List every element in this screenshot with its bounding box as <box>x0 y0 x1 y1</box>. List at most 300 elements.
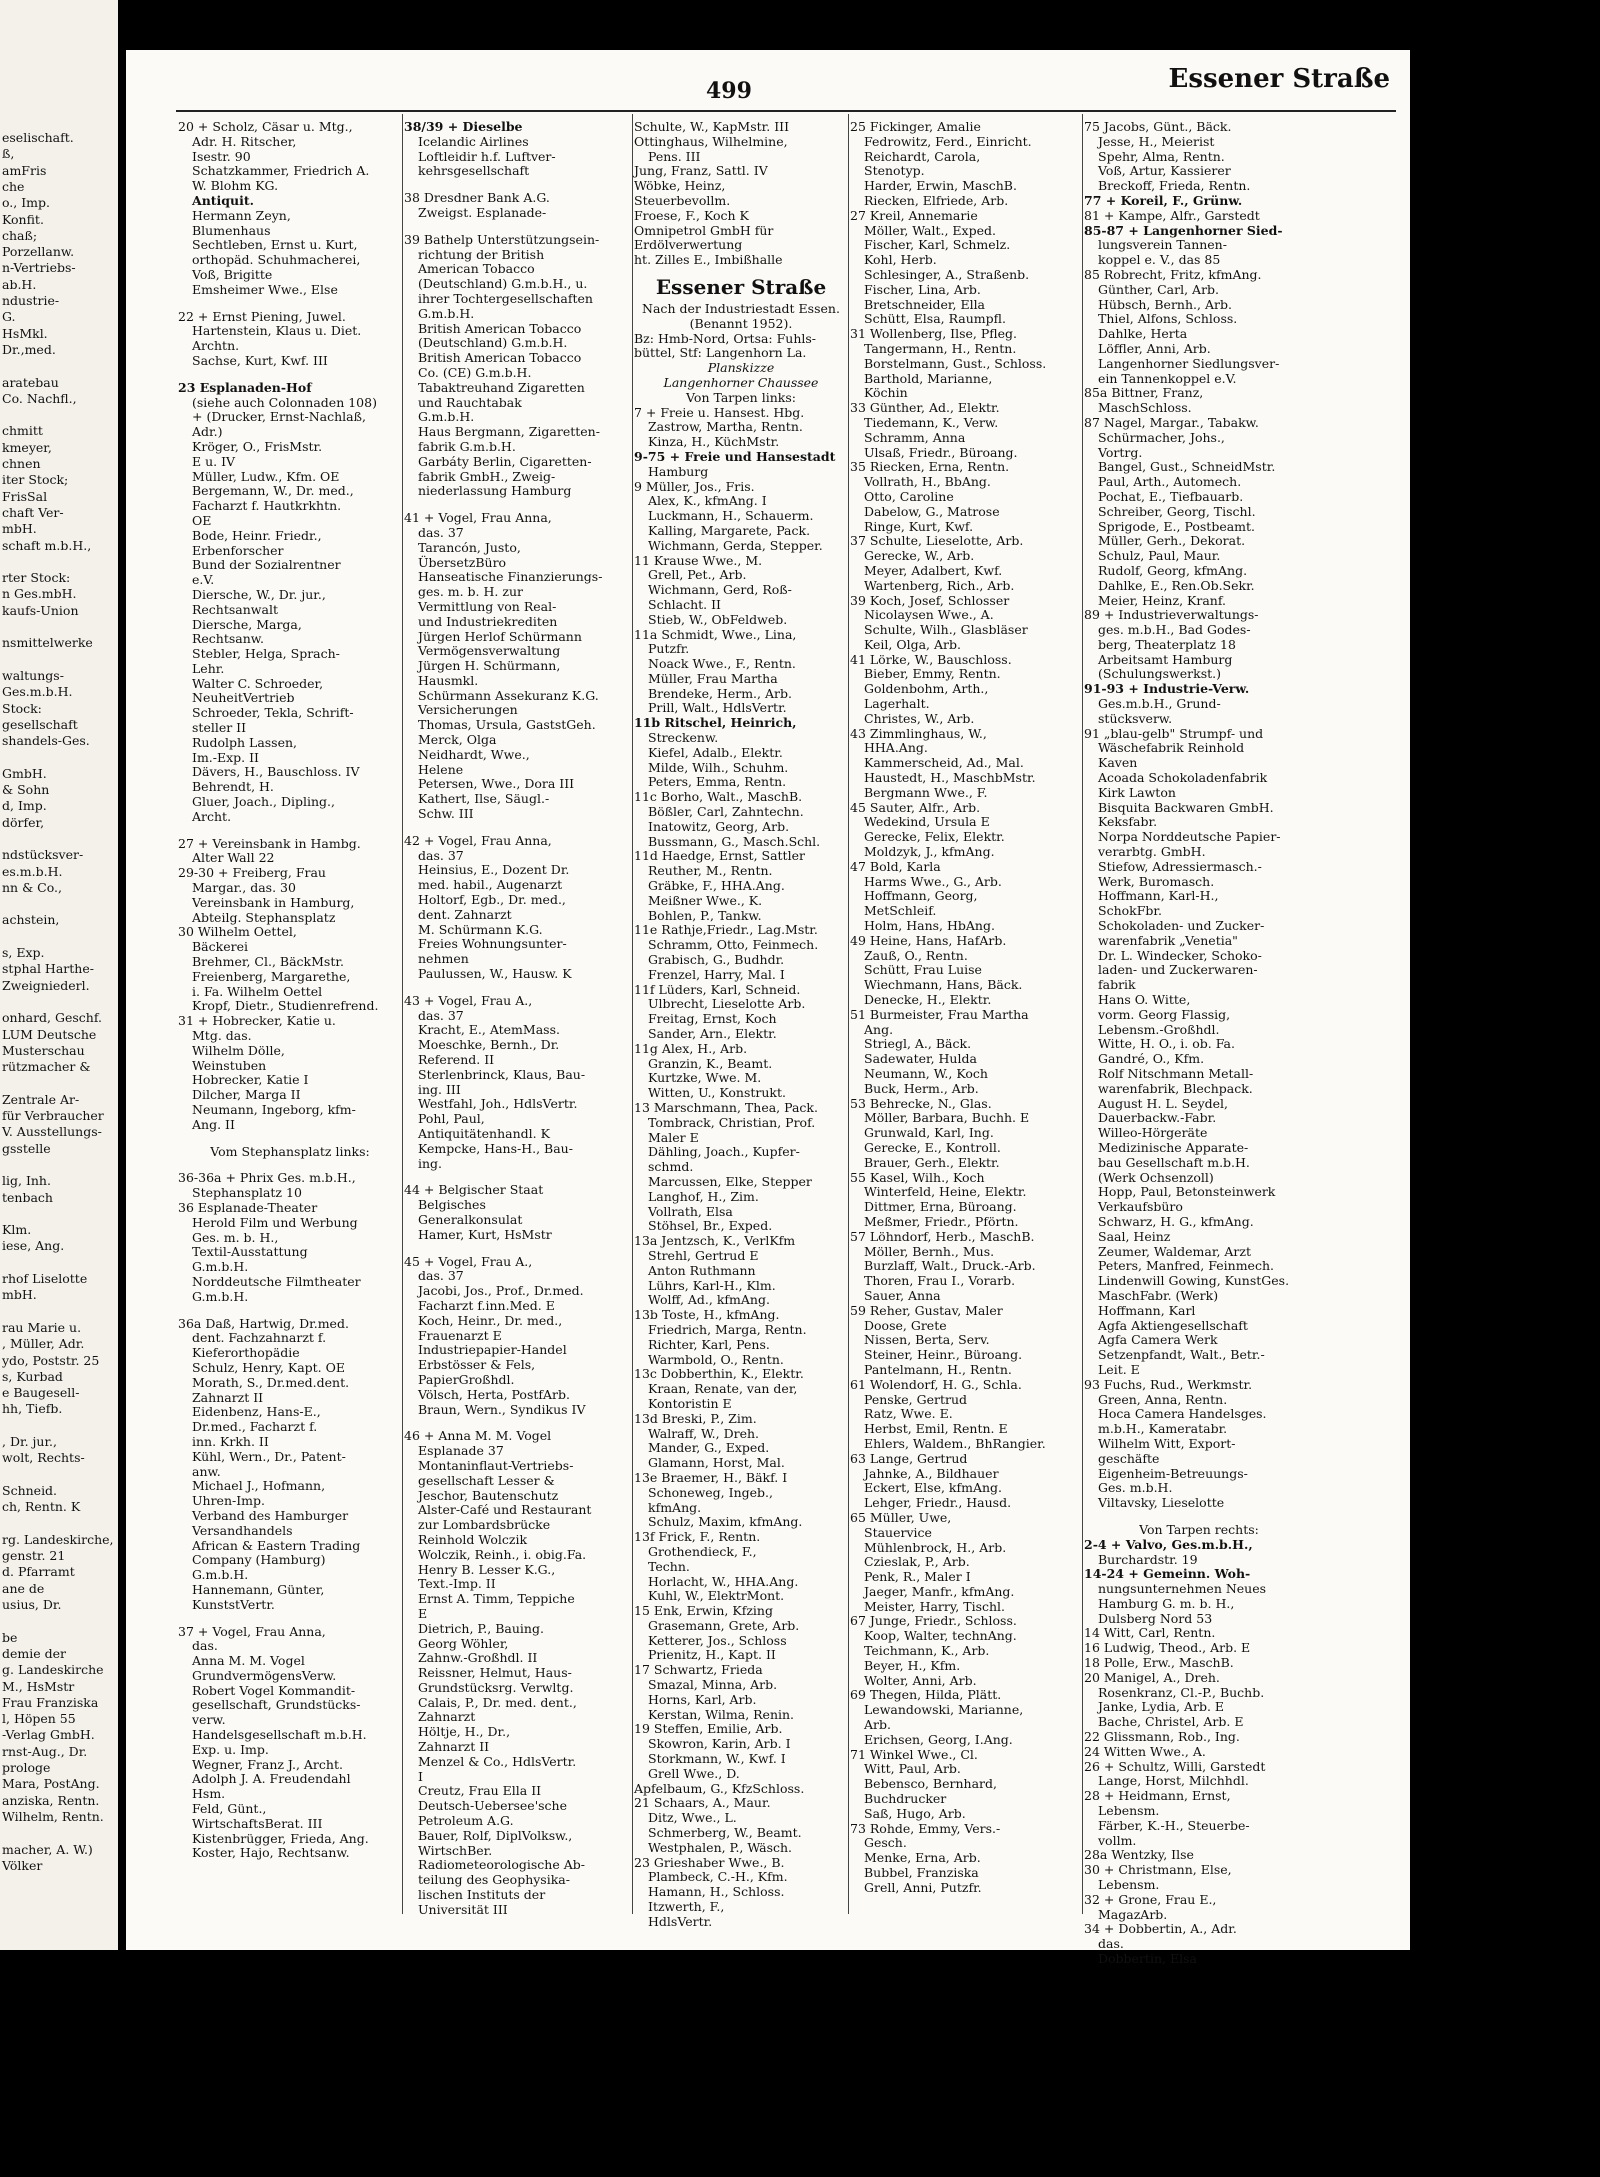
directory-entry: MetSchleif. <box>864 903 937 919</box>
directory-entry: Czieslak, P., Arb. <box>864 1554 970 1570</box>
prev-page-line: Dr.,med. <box>2 341 56 357</box>
directory-entry: Freies Wohnungsunter- <box>418 936 567 952</box>
directory-entry: Hoca Camera Handelsges. <box>1098 1406 1267 1422</box>
directory-entry: Bößler, Carl, Zahntechn. <box>648 804 804 820</box>
directory-entry: 43 Zimmlinghaus, W., <box>850 725 987 741</box>
prev-page-line: G. <box>2 309 16 325</box>
directory-entry: Schatzkammer, Friedrich A. <box>192 163 370 179</box>
directory-entry: Möller, Bernh., Mus. <box>864 1243 995 1259</box>
directory-entry: Vereinsbank in Hamburg, <box>192 894 355 910</box>
directory-entry: Esplanade 37 <box>418 1443 504 1459</box>
directory-page <box>126 50 1410 1967</box>
directory-entry: Stephansplatz 10 <box>192 1185 302 1201</box>
directory-entry: Ulbrecht, Lieselotte Arb. <box>648 996 806 1012</box>
directory-entry: Lebensm. <box>1098 1803 1160 1819</box>
directory-entry: Luckmann, H., Schauerm. <box>648 508 814 524</box>
directory-entry: 71 Winkel Wwe., Cl. <box>850 1746 978 1762</box>
directory-entry: Schramm, Anna <box>864 429 966 445</box>
directory-entry: Witte, H. O., i. ob. Fa. <box>1098 1036 1235 1052</box>
directory-entry: 39 Koch, Josef, Schlosser <box>850 592 1010 608</box>
directory-entry: 43 + Vogel, Frau A., <box>404 992 533 1008</box>
directory-entry: Harder, Erwin, MaschB. <box>864 178 1017 194</box>
prev-page-line: d. Pfarramt <box>2 1564 75 1580</box>
directory-entry: dent. Fachzahnarzt f. <box>192 1330 327 1346</box>
directory-entry: (siehe auch Colonnaden 108) <box>192 394 377 410</box>
directory-entry: Grundstücksrg. Verwltg. <box>418 1679 574 1695</box>
directory-entry: Heinsius, E., Dozent Dr. <box>418 862 570 878</box>
directory-entry: 85a Bittner, Franz, <box>1084 385 1204 401</box>
directory-entry: verarbtg. GmbH. <box>1098 844 1206 860</box>
directory-entry: ing. III <box>418 1081 461 1097</box>
directory-entry: Witt, Paul, Arb. <box>864 1761 961 1777</box>
directory-entry: Sauer, Anna <box>864 1287 941 1303</box>
directory-entry: Ottinghaus, Wilhelmine, <box>634 133 788 149</box>
directory-entry: anw. <box>192 1463 221 1479</box>
directory-entry: Versandhandels <box>192 1522 293 1538</box>
directory-entry: SchokFbr. <box>1098 903 1162 919</box>
directory-entry: Rechtsanwalt <box>192 601 278 617</box>
directory-entry: Penk, R., Maler I <box>864 1569 971 1585</box>
directory-entry: Schw. III <box>418 806 474 822</box>
directory-entry: Lehger, Friedr., Hausd. <box>864 1495 1012 1511</box>
directory-entry: Voß, Brigitte <box>192 266 273 282</box>
directory-entry: Antiquitätenhandl. K <box>418 1126 550 1141</box>
prev-page-line: rützmacher & <box>2 1059 91 1075</box>
prev-page-line: Co. Nachfl., <box>2 390 77 406</box>
directory-entry: Warmbold, O., Rentn. <box>648 1351 784 1367</box>
directory-entry: steller II <box>192 720 247 736</box>
directory-entry: (Deutschland) G.m.b.H. <box>418 335 568 351</box>
directory-entry: Strehl, Gertrud E <box>648 1247 759 1263</box>
directory-entry: Feld, Günt., <box>192 1801 267 1817</box>
directory-entry: 27 Kreil, Annemarie <box>850 207 978 223</box>
directory-entry: G.m.b.H. <box>192 1259 249 1275</box>
directory-entry: und Industriekrediten <box>418 613 558 629</box>
directory-entry: Sadewater, Hulda <box>864 1051 977 1067</box>
directory-entry: 39 Bathelp Unterstützungsein- <box>404 231 600 247</box>
directory-entry: Lewandowski, Marianne, <box>864 1702 1024 1718</box>
prev-page-line: e Baugesell- <box>2 1385 80 1401</box>
column-2 <box>404 120 632 1940</box>
directory-entry: Walraff, W., Dreh. <box>648 1425 760 1441</box>
directory-entry: Erichsen, Georg, I.Ang. <box>864 1731 1013 1747</box>
directory-entry: MaschSchloss. <box>1098 400 1192 416</box>
directory-entry: Holm, Hans, HbAng. <box>864 918 995 934</box>
directory-entry: Rosenkranz, Cl.-P., Buchb. <box>1098 1684 1265 1700</box>
directory-entry: Gluer, Joach., Dipling., <box>192 794 335 810</box>
column-1 <box>178 120 402 1940</box>
directory-entry: das. <box>192 1638 218 1654</box>
directory-entry: Spehr, Alma, Rentn. <box>1098 148 1225 164</box>
directory-entry: Bohlen, P., Tankw. <box>648 907 762 923</box>
directory-entry: Bauer, Rolf, DiplVolksw., <box>418 1827 573 1843</box>
directory-entry: Zahnw.-Großhdl. II <box>418 1650 538 1666</box>
directory-entry: Garbáty Berlin, Cigaretten- <box>418 453 592 469</box>
directory-entry: Hermann Zeyn, <box>192 207 291 223</box>
directory-entry: Hopp, Paul, Betonsteinwerk <box>1098 1184 1276 1200</box>
running-head: Essener Straße <box>1168 64 1390 94</box>
directory-entry: 2-4 + Valvo, Ges.m.b.H., <box>1084 1536 1253 1552</box>
directory-entry: Setzenpfandt, Walt., Betr.- <box>1098 1347 1265 1363</box>
directory-entry: Deutsch-Uebersee'sche <box>418 1798 567 1814</box>
column-divider <box>848 114 849 1914</box>
prev-page-line: gesellschaft <box>2 716 78 732</box>
directory-entry: Facharzt f. Hautkrkhtn. <box>192 498 342 514</box>
prev-page-line: s, Exp. <box>2 945 45 960</box>
directory-entry: Kröger, O., FrisMstr. <box>192 438 323 454</box>
prev-page-line: dörfer, <box>2 814 45 830</box>
directory-entry: 38/39 + Dieselbe <box>404 119 523 134</box>
directory-entry: 31 + Hobrecker, Katie u. <box>178 1013 336 1029</box>
prev-page-line: onhard, Geschf. <box>2 1010 103 1026</box>
directory-entry: Müller, Gerh., Dekorat. <box>1098 533 1246 549</box>
directory-entry: 45 + Vogel, Frau A., <box>404 1253 533 1269</box>
directory-entry: Schütt, Elsa, Raumpfl. <box>864 311 1006 327</box>
directory-entry: Richter, Karl, Pens. <box>648 1336 770 1352</box>
directory-entry: e.V. <box>192 572 215 588</box>
prev-page-line: amFris <box>2 162 47 178</box>
directory-entry: Buchdrucker <box>864 1791 947 1807</box>
directory-entry: Werk, Buromasch. <box>1098 873 1215 889</box>
directory-entry: Kirk Lawton <box>1098 784 1176 800</box>
directory-entry: Jeschor, Bautenschutz <box>418 1487 559 1503</box>
directory-entry: Zahnarzt II <box>418 1739 490 1755</box>
directory-entry: E <box>418 1605 428 1621</box>
directory-entry: ht. Zilles E., Imbißhalle <box>634 252 783 268</box>
directory-entry: Hoffmann, Karl <box>1098 1302 1196 1318</box>
directory-entry: lischen Instituts der <box>418 1887 546 1903</box>
directory-entry: 20 Manigel, A., Dreh. <box>1084 1669 1220 1685</box>
directory-entry: Prienitz, H., Kapt. II <box>648 1647 776 1663</box>
directory-entry: Barthold, Marianne, <box>864 370 993 386</box>
prev-page-line: mbH. <box>2 521 37 537</box>
prev-page-line: achstein, <box>2 912 60 928</box>
directory-entry: E u. IV <box>192 453 236 469</box>
directory-entry: 53 Behrecke, N., Glas. <box>850 1095 992 1111</box>
directory-entry: Stiefow, Adressiermasch.- <box>1098 858 1262 874</box>
directory-entry: Hoffmann, Georg, <box>864 888 978 904</box>
directory-entry: Schürmacher, Johs., <box>1098 429 1225 445</box>
directory-entry: 91-93 + Industrie-Verw. <box>1084 681 1250 697</box>
column-divider <box>402 114 403 1914</box>
directory-entry: Meier, Heinz, Kranf. <box>1098 592 1226 608</box>
directory-entry: Brauer, Gerh., Elektr. <box>864 1154 1000 1170</box>
directory-entry: Schulz, Maxim, kfmAng. <box>648 1514 803 1530</box>
directory-entry: Günther, Carl, Arb. <box>1098 281 1220 297</box>
directory-entry: Weinstuben <box>192 1057 267 1073</box>
directory-entry: Keksfabr. <box>1098 814 1158 830</box>
directory-entry: Goldenbohm, Arth., <box>864 681 989 697</box>
directory-entry: Facharzt f.inn.Med. E <box>418 1297 555 1313</box>
directory-entry: m.b.H., Kameratabr. <box>1098 1421 1228 1437</box>
directory-entry: Keil, Olga, Arb. <box>864 636 961 652</box>
directory-entry: 41 + Vogel, Frau Anna, <box>404 510 552 526</box>
directory-entry: Gräbke, F., HHA.Ang. <box>648 878 785 894</box>
prev-page-line: M., HsMstr <box>2 1678 75 1694</box>
directory-entry: Generalkonsulat <box>418 1211 523 1227</box>
directory-entry: Uhren-Imp. <box>192 1493 265 1509</box>
column-4 <box>850 120 1082 1940</box>
prev-page-line: rau Marie u. <box>2 1319 82 1335</box>
directory-entry: Kinza, H., KüchMstr. <box>648 434 780 450</box>
directory-entry: 11b Ritschel, Heinrich, <box>634 715 797 731</box>
directory-entry: Kistenbrügger, Frieda, Ang. <box>192 1830 369 1846</box>
directory-entry: Doose, Grete <box>864 1317 947 1333</box>
directory-entry: 37 Schulte, Lieselotte, Arb. <box>850 533 1024 549</box>
directory-entry: Vermittlung von Real- <box>418 598 557 614</box>
header-rule <box>176 110 1396 112</box>
directory-entry: Grell, Anni, Putzfr. <box>864 1879 982 1895</box>
directory-entry: Co. (CE) G.m.b.H. <box>418 364 532 380</box>
directory-entry: Techn. <box>648 1558 690 1574</box>
directory-entry: Diersche, W., Dr. jur., <box>192 586 326 602</box>
directory-entry: Schulz, Henry, Kapt. OE <box>192 1359 346 1375</box>
directory-entry: British American Tobacco <box>418 320 582 336</box>
directory-entry: 69 Thegen, Hilda, Plätt. <box>850 1687 1002 1703</box>
directory-entry: 23 Esplanaden-Hof <box>178 379 312 395</box>
directory-entry: Rudolph Lassen, <box>192 734 298 750</box>
directory-entry: Frenzel, Harry, Mal. I <box>648 966 785 982</box>
street-heading: Essener Straße <box>655 274 827 299</box>
directory-entry: 23 Grieshaber Wwe., B. <box>634 1854 785 1870</box>
directory-entry: Bund der Sozialrentner <box>192 557 341 573</box>
directory-entry: Neidhardt, Wwe., <box>418 746 530 762</box>
directory-entry: Bussmann, G., Masch.Schl. <box>648 833 821 849</box>
directory-entry: Prill, Walt., HdlsVertr. <box>648 700 787 716</box>
directory-entry: verw. <box>192 1712 226 1728</box>
prev-page-line: Stock: <box>2 700 42 716</box>
directory-entry: und Rauchtabak <box>418 394 522 410</box>
directory-entry: 73 Rohde, Emmy, Vers.- <box>850 1820 1001 1836</box>
directory-entry: Rolf Nitschmann Metall- <box>1098 1066 1254 1081</box>
directory-entry: 51 Burmeister, Frau Martha <box>850 1006 1029 1022</box>
directory-entry: 27 + Vereinsbank in Hambg. <box>178 835 361 851</box>
directory-entry: GrundvermögensVerw. <box>192 1667 337 1683</box>
directory-entry: 11g Alex, H., Arb. <box>634 1040 748 1056</box>
directory-entry: Sachse, Kurt, Kwf. III <box>192 352 328 368</box>
directory-entry: Willeo-Hörgeräte <box>1098 1125 1208 1141</box>
directory-entry: HHA.Ang. <box>864 740 928 756</box>
directory-entry: Pochat, E., Tiefbauarb. <box>1098 488 1244 504</box>
directory-entry: Jürgen Herlof Schürmann <box>418 628 582 644</box>
directory-entry: W. Blohm KG. <box>192 178 279 194</box>
directory-entry: Westphalen, P., Wäsch. <box>648 1839 793 1855</box>
directory-entry: Ketterer, Jos., Schloss <box>648 1632 787 1648</box>
directory-entry: Freitag, Ernst, Koch <box>648 1011 777 1027</box>
directory-entry: Kiefel, Adalb., Elektr. <box>648 744 783 760</box>
directory-entry: 11d Haedge, Ernst, Sattler <box>634 848 805 864</box>
directory-entry: Dr.med., Facharzt f. <box>192 1419 318 1435</box>
directory-entry: Brendeke, Herm., Arb. <box>648 685 792 701</box>
directory-entry: das. 37 <box>418 847 464 863</box>
directory-entry: 63 Lange, Gertrud <box>850 1450 968 1466</box>
prev-page-line: tenbach <box>2 1189 53 1205</box>
directory-entry: Petersen, Wwe., Dora III <box>418 776 575 792</box>
directory-entry: Dobbertin, Elsa <box>1098 1951 1197 1967</box>
directory-entry: Zweigst. Esplanade- <box>418 204 547 220</box>
directory-entry: Striegl, A., Bäck. <box>864 1036 972 1052</box>
directory-entry: Haustedt, H., MaschbMstr. <box>864 770 1036 786</box>
directory-entry: Marcussen, Elke, Stepper <box>648 1173 812 1189</box>
directory-entry: 11f Lüders, Karl, Schneid. <box>634 981 801 997</box>
prev-page-line: ydo, Poststr. 25 <box>2 1352 100 1368</box>
prev-page-line: mbH. <box>2 1287 37 1303</box>
directory-entry: Referend. II <box>418 1052 495 1068</box>
prev-page-line: shandels-Ges. <box>2 733 90 749</box>
directory-entry: Vollrath, Elsa <box>648 1203 733 1219</box>
directory-entry: Pens. III <box>648 148 701 164</box>
directory-entry: Wedekind, Ursula E <box>864 814 990 830</box>
directory-entry: Freienberg, Margarethe, <box>192 968 351 984</box>
directory-entry: 28a Wentzky, Ilse <box>1084 1847 1194 1863</box>
directory-entry: 44 + Belgischer Staat <box>404 1182 544 1198</box>
directory-entry: 19 Steffen, Emilie, Arb. <box>634 1721 783 1737</box>
column-5 <box>1084 119 1314 1967</box>
directory-entry: Schreiber, Georg, Tischl. <box>1098 503 1256 519</box>
directory-entry: Hamburg G. m. b. H., <box>1098 1595 1235 1611</box>
directory-entry: Norpa Norddeutsche Papier- <box>1098 829 1281 845</box>
directory-entry: Glamann, Horst, Mal. <box>648 1455 785 1471</box>
directory-entry: Wiechmann, Hans, Bäck. <box>864 977 1023 993</box>
prev-page-line: Klm. <box>2 1222 32 1238</box>
prev-page-line: eselischaft. <box>2 130 74 145</box>
directory-entry: Dilcher, Marga II <box>192 1087 301 1103</box>
directory-entry: ÜbersetzBüro <box>418 554 507 570</box>
directory-entry: 29-30 + Freiberg, Frau <box>178 865 326 881</box>
directory-entry: Kempcke, Hans-H., Bau- <box>418 1140 573 1156</box>
prev-page-line: ch, Rentn. K <box>2 1499 81 1515</box>
directory-entry: 22 Glissmann, Rob., Ing. <box>1084 1729 1240 1745</box>
directory-entry: Dabelow, G., Matrose <box>864 503 1000 519</box>
directory-entry: Putzfr. <box>648 641 690 657</box>
directory-entry: Ulsaß, Friedr., Büroang. <box>864 444 1018 460</box>
directory-entry: Hamer, Kurt, HsMstr <box>418 1226 552 1242</box>
directory-entry: 26 + Schultz, Willi, Garstedt <box>1084 1758 1266 1774</box>
directory-entry: Lange, Horst, Milchhdl. <box>1098 1773 1249 1789</box>
directory-entry: Gandré, O., Kfm. <box>1098 1051 1205 1067</box>
directory-entry: Dulsberg Nord 53 <box>1098 1610 1213 1626</box>
directory-entry: Handelsgesellschaft m.b.H. <box>192 1727 367 1743</box>
directory-entry: Alster-Café und Restaurant <box>418 1502 592 1518</box>
directory-entry: Skowron, Karin, Arb. I <box>648 1736 791 1752</box>
directory-entry: Löffler, Anni, Arb. <box>1098 340 1211 356</box>
prev-page-line: chmitt <box>2 423 43 439</box>
directory-entry: 85 Robrecht, Fritz, kfmAng. <box>1084 266 1262 282</box>
directory-entry: 18 Polle, Erw., MaschB. <box>1084 1655 1234 1671</box>
directory-entry: Arb. <box>864 1717 891 1733</box>
directory-entry: Kathert, Ilse, Säugl.- <box>418 791 550 807</box>
prev-page-line: rnst-Aug., Dr. <box>2 1743 88 1759</box>
directory-entry: African & Eastern Trading <box>192 1537 361 1553</box>
directory-entry: 41 Lörke, W., Bauschloss. <box>850 651 1012 667</box>
directory-entry: Borstelmann, Gust., Schloss. <box>864 355 1047 371</box>
directory-entry: Merck, Olga <box>418 732 497 748</box>
directory-entry: 21 Schaars, A., Maur. <box>634 1795 771 1811</box>
prev-page-line: anziska, Rentn. <box>2 1792 100 1808</box>
directory-entry: Im.-Exp. II <box>192 749 259 765</box>
directory-entry: Creutz, Frau Ella II <box>418 1783 542 1799</box>
directory-entry: Wegner, Franz J., Archt. <box>192 1756 343 1772</box>
directory-entry: Wichmann, Gerd, Roß- <box>648 582 792 598</box>
directory-entry: teilung des Geophysika- <box>418 1872 570 1888</box>
directory-entry: Christes, W., Arb. <box>864 710 975 726</box>
directory-entry: Vortrg. <box>1098 444 1143 460</box>
directory-entry: ein Tannenkoppel e.V. <box>1098 370 1237 386</box>
directory-entry: Koster, Hajo, Rechtsanw. <box>192 1845 350 1861</box>
directory-entry: 24 Witten Wwe., A. <box>1084 1743 1206 1759</box>
directory-entry: Janke, Lydia, Arb. E <box>1098 1699 1225 1715</box>
directory-entry: Gerecke, E., Kontroll. <box>864 1139 1001 1155</box>
directory-entry: Streckenw. <box>648 730 719 746</box>
directory-entry: Archtn. <box>192 338 240 354</box>
directory-entry: Frauenarzt E <box>418 1327 502 1343</box>
directory-entry: Lührs, Karl-H., Klm. <box>648 1277 776 1293</box>
directory-entry: fabrik G.m.b.H. <box>418 438 516 454</box>
directory-entry: 37 + Vogel, Frau Anna, <box>178 1623 326 1639</box>
prev-page-line: macher, A. W.) <box>2 1841 93 1857</box>
directory-entry: Pohl, Paul, <box>418 1111 485 1127</box>
directory-entry: Agfa Aktiengesellschaft <box>1098 1317 1248 1333</box>
directory-entry: Abteilg. Stephansplatz <box>192 909 336 925</box>
directory-entry: Schlacht. II <box>648 596 721 612</box>
directory-entry: Reuther, M., Rentn. <box>648 863 773 879</box>
directory-entry: Hobrecker, Katie I <box>192 1072 309 1088</box>
directory-entry: Schulte, W., KapMstr. III <box>634 119 790 134</box>
directory-entry: 11c Borho, Walt., MaschB. <box>634 789 803 805</box>
directory-entry: ges. m.b.H., Bad Godes- <box>1098 622 1251 638</box>
directory-entry: Ringe, Kurt, Kwf. <box>864 518 974 534</box>
directory-entry: Bache, Christel, Arb. E <box>1098 1714 1244 1730</box>
directory-entry: (Benannt 1952). <box>689 315 793 331</box>
directory-entry: Thomas, Ursula, GaststGeh. <box>418 717 596 733</box>
directory-entry: Vollrath, H., BbAng. <box>864 474 991 490</box>
directory-entry: Schoneweg, Ingeb., <box>648 1484 773 1500</box>
directory-entry: Schulz, Paul, Maur. <box>1098 548 1221 564</box>
directory-entry: Gesch. <box>864 1835 907 1851</box>
directory-entry: vollm. <box>1098 1832 1137 1848</box>
directory-entry: Stöhsel, Br., Exped. <box>648 1218 773 1234</box>
directory-entry: Text.-Imp. II <box>418 1576 496 1592</box>
directory-entry: Jahnke, A., Bildhauer <box>864 1465 999 1481</box>
directory-entry: Granzin, K., Beamt. <box>648 1055 773 1071</box>
directory-entry: Ratz, Wwe. E. <box>864 1406 953 1422</box>
directory-entry: Meyer, Adalbert, Kwf. <box>864 562 1003 578</box>
directory-entry: 35 Riecken, Erna, Rentn. <box>850 459 1010 475</box>
directory-entry: Voß, Artur, Kassierer <box>1098 163 1231 179</box>
directory-entry: Michael J., Hofmann, <box>192 1478 326 1494</box>
directory-entry: Wolczik, Reinh., i. obig.Fa. <box>418 1546 587 1562</box>
directory-entry: Moeschke, Bernh., Dr. <box>418 1037 560 1053</box>
directory-entry: Blumenhaus <box>192 222 271 238</box>
directory-entry: Ang. <box>864 1021 894 1037</box>
directory-entry: Riecken, Elfriede, Arb. <box>864 192 1009 208</box>
prev-page-line: Mara, PostAng. <box>2 1776 100 1792</box>
directory-entry: Horns, Karl, Arb. <box>648 1691 757 1707</box>
directory-entry: schmd. <box>648 1159 694 1175</box>
prev-page-line: nn & Co., <box>2 879 62 895</box>
directory-entry: 85-87 + Langenhorner Sied- <box>1084 222 1283 238</box>
directory-entry: bau Gesellschaft m.b.H. <box>1098 1154 1250 1170</box>
directory-entry: Neumann, Ingeborg, kfm- <box>192 1102 356 1117</box>
directory-entry: Schokoladen- und Zucker- <box>1098 918 1265 934</box>
column-3 <box>634 120 848 1940</box>
directory-entry: HdlsVertr. <box>648 1913 713 1929</box>
directory-entry: Walter C. Schroeder, <box>192 675 324 691</box>
prev-page-line: ane de <box>2 1580 45 1596</box>
directory-entry: Erbenforscher <box>192 542 284 558</box>
directory-entry: Tangermann, H., Rentn. <box>864 340 1017 356</box>
directory-entry: Robert Vogel Kommandit- <box>192 1682 356 1698</box>
